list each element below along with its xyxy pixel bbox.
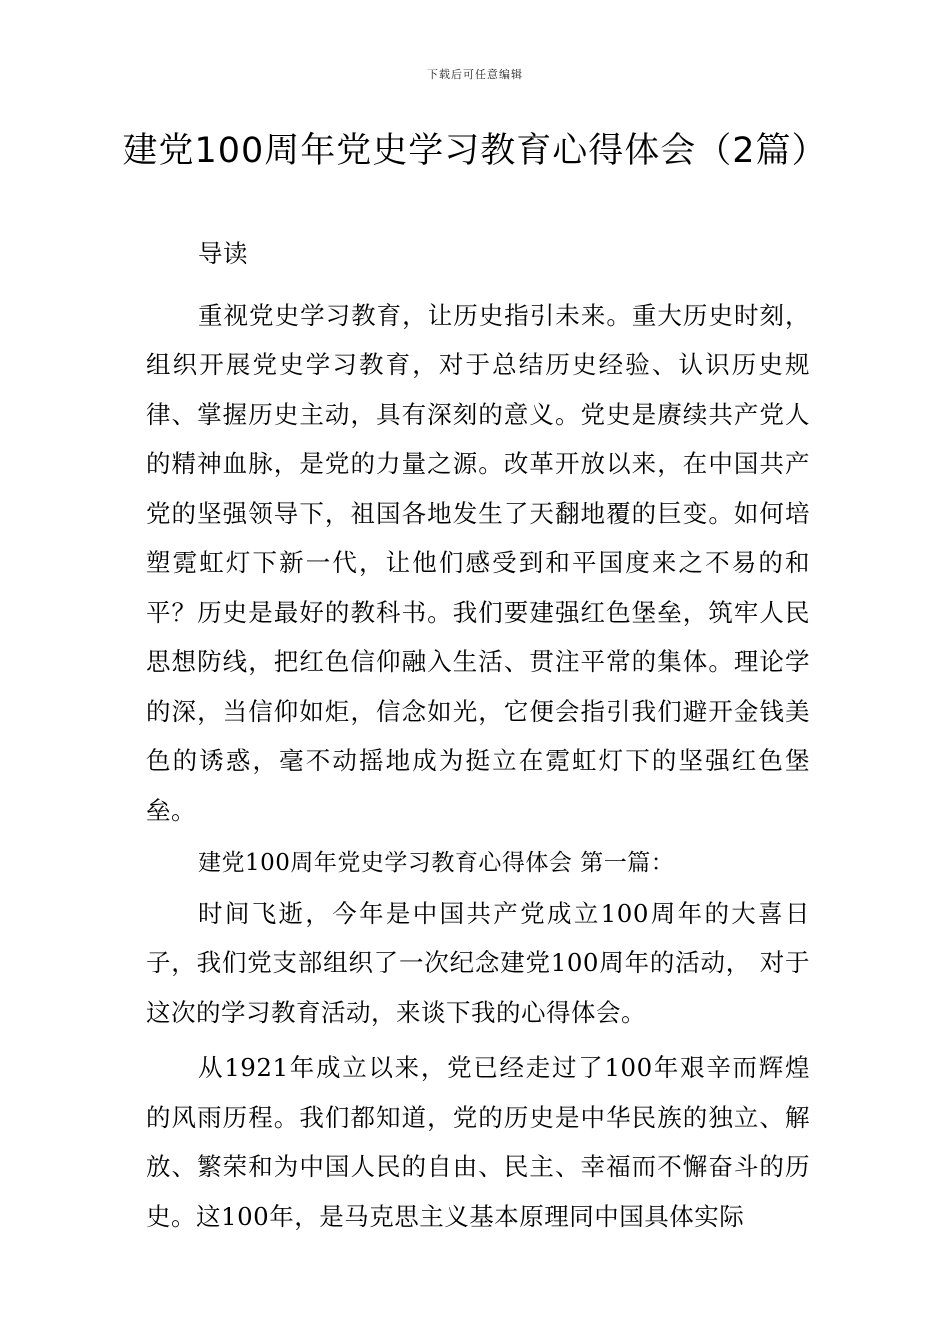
paragraph-2: 从1921年成立以来，党已经走过了100年艰辛而辉煌的风雨历程。我们都知道，党的历史是中华民族的独立、解放、繁荣和为中国人民的自由、民主、幸福而不懈奋斗的历史。这100年，是马克思主义基本原理同中国具体实际 [146,1053,810,1231]
document-body [146,229,810,1241]
document-title: 建党100周年党史学习教育心得体会（2篇） [122,131,828,171]
guide-label: 导读 [198,239,248,268]
intro-paragraph: 重视党史学习教育，让历史指引未来。重大历史时刻，组织开展党史学习教育，对于总结历史经验、认识历史规律、掌握历史主动，具有深刻的意义。党史是赓续共产党人的精神血脉，是党的力量之源。改革开放以来，在中国共产党的坚强领导下，祖国各地发生了天翻地覆的巨变。如何培塑霓虹灯下新一代，让他们感受到和平国度来之不易的和平？历史是最好的教科书。我们要建强红色堡垒，筑牢人民思想防线，把红色信仰融入生活、贯注平常的集体。理论学的深，当信仰如炬，信念如光，它便会指引我们避开金钱美色的诱惑，毫不动摇地成为挺立在霓虹灯下的坚强红色堡垒。 [146,300,810,825]
section-one-heading: 建党100周年党史学习教育心得体会 第一篇： [198,850,675,876]
paragraph-1: 时间飞逝，今年是中国共产党成立100周年的大喜日子，我们党支部组织了一次纪念建党100周年的活动， 对于这次的学习教育活动，来谈下我的心得体会。 [146,898,810,1027]
download-note: 下载后可任意编辑 [427,68,523,81]
